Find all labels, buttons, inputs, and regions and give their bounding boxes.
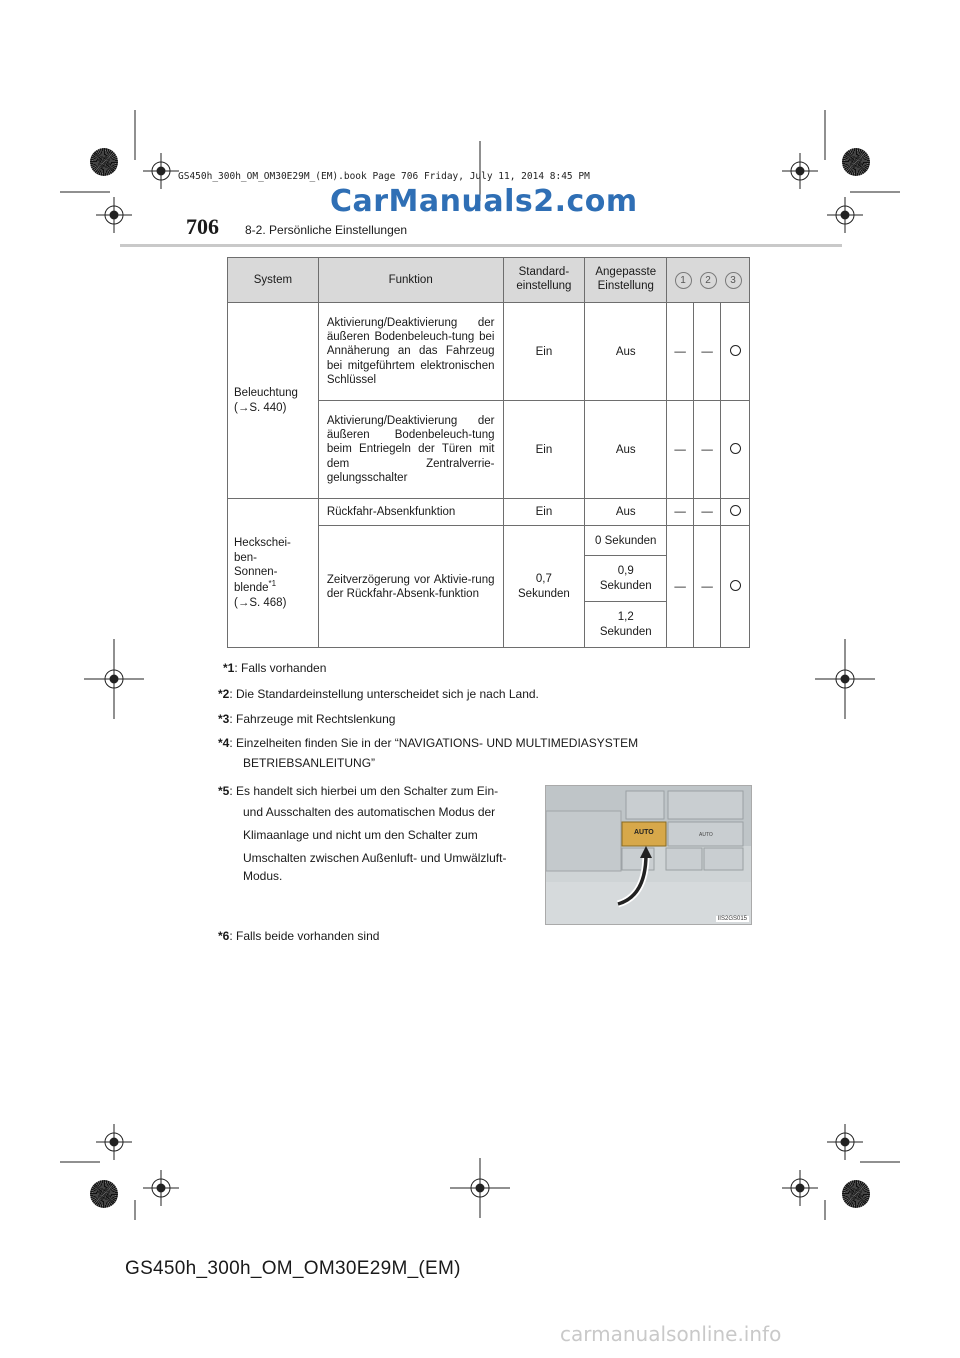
image-code: IIS2GS015 (717, 916, 747, 922)
header-variants (667, 258, 750, 303)
footnote-3 (218, 709, 395, 729)
variant-2-cell: — (694, 303, 721, 401)
footnote-5 (218, 781, 498, 801)
custom-option-cell: 0 Sekunden (585, 526, 667, 556)
function-cell: Rückfahr-Absenkfunktion (318, 499, 503, 526)
variant-2-cell: — (694, 526, 721, 648)
variant-1-cell: — (667, 303, 694, 401)
footnote-4 (218, 733, 748, 753)
variant-1-icon: 1 (675, 272, 692, 289)
footnote-1 (223, 658, 326, 678)
header-custom: Angepasste Einstellung (585, 258, 667, 303)
footnote-mark: *1 (223, 661, 235, 675)
default-cell: 0,7 Sekunden (503, 526, 585, 648)
climate-panel-illustration (546, 786, 751, 924)
footnote-mark: *5 (218, 784, 230, 798)
variant-1-cell: — (667, 526, 694, 648)
function-cell: Zeitverzögerung vor Aktivie-rung der Rückfahr-Absenk-funktion (318, 526, 503, 648)
climate-control-photo (545, 785, 752, 925)
variant-3-cell (721, 499, 750, 526)
footnote-5-line: und Ausschalten des automatischen Modus der (243, 805, 496, 819)
variant-3-icon: 3 (725, 272, 742, 289)
custom-option-cell: 0,9 Sekunden (585, 556, 667, 602)
custom-cell: Aus (585, 499, 667, 526)
header-function: Funktion (318, 258, 503, 303)
variant-3-cell (721, 303, 750, 401)
system-name: Beleuchtung (234, 387, 298, 400)
system-name-last: blende (234, 582, 269, 595)
header-rule (120, 244, 842, 247)
available-circle-icon (730, 505, 741, 516)
system-name-line: Sonnen- (234, 566, 278, 579)
footnote-text: : Falls beide vorhanden sind (229, 929, 380, 943)
system-name-line (234, 579, 314, 595)
variant-1-cell: — (667, 401, 694, 499)
system-ref: (→S. 468) (234, 596, 287, 609)
default-cell: Ein (503, 499, 585, 526)
function-cell: Aktivierung/Deaktivierung der äußeren Bodenbeleuch-tung bei Annäherung an das Fahrzeug bei mitgeführtem elektronischen Schlüssel (318, 303, 503, 401)
footnote-mark: *3 (218, 712, 230, 726)
footnote-text: : Fahrzeuge mit Rechtslenkung (229, 712, 396, 726)
footnote-2 (218, 684, 539, 704)
system-ref: (→S. 440) (234, 401, 287, 414)
available-circle-icon (730, 345, 741, 356)
variant-1-cell: — (667, 499, 694, 526)
footer-watermark: carmanualsonline.info (560, 1322, 782, 1346)
variant-2-cell: — (694, 499, 721, 526)
settings-table (227, 257, 750, 648)
footnote-5-line: Umschalten zwischen Außenluft- und Umwälzluft- (243, 851, 507, 865)
footnote-mark: *2 (218, 687, 230, 701)
footnote-ref: *1 (268, 579, 277, 589)
auto-small-label: AUTO (699, 832, 713, 838)
header-system: System (228, 258, 319, 303)
header-default: Standard- einstellung (503, 258, 585, 303)
footer-document-id: GS450h_300h_OM_OM30E29M_(EM) (125, 1258, 461, 1279)
table-header-row (228, 258, 750, 303)
function-cell: Aktivierung/Deaktivierung der äußeren Bodenbeleuch-tung beim Entriegeln der Türen mit dem Zentralverrie-gelungsschalter (318, 401, 503, 499)
default-cell: Ein (503, 401, 585, 499)
page-number: 706 (186, 214, 219, 239)
custom-cell: Aus (585, 401, 667, 499)
auto-button-label: AUTO (634, 829, 654, 836)
footnote-5-line: Modus. (243, 869, 283, 883)
available-circle-icon (730, 443, 741, 454)
footnote-text: : Es handelt sich hierbei um den Schalter zum Ein- (229, 784, 499, 798)
section-title: 8-2. Persönliche Einstellungen (245, 223, 408, 237)
footnote-5-line: Klimaanlage und nicht um den Schalter zum (243, 828, 478, 842)
footnote-mark: *4 (218, 736, 230, 750)
footnote-4-line2: BETRIEBSANLEITUNG” (243, 756, 376, 770)
custom-option-cell: 1,2 Sekunden (585, 602, 667, 648)
footnote-mark: *6 (218, 929, 230, 943)
system-cell-sunshade (228, 499, 319, 648)
variant-3-cell (721, 526, 750, 648)
table-row (228, 303, 750, 401)
table-row (228, 499, 750, 526)
variant-3-cell (721, 401, 750, 499)
available-circle-icon (730, 580, 741, 591)
footnote-text: : Einzelheiten finden Sie in der “NAVIGATIONS- UND MULTIMEDIASYSTEM (229, 736, 639, 750)
system-name-line: ben- (234, 551, 258, 564)
footnote-6 (218, 926, 379, 946)
variant-2-icon: 2 (700, 272, 717, 289)
custom-cell: Aus (585, 303, 667, 401)
footnote-text: : Falls vorhanden (234, 661, 327, 675)
print-info: GS450h_300h_OM_OM30E29M_(EM).book Page 706 Friday, July 11, 2014 8:45 PM (178, 171, 590, 182)
default-cell: Ein (503, 303, 585, 401)
system-name-line: Heckschei- (234, 537, 291, 550)
system-cell-lighting (228, 303, 319, 499)
watermark-logo: CarManuals2.com (330, 184, 638, 219)
footnote-text: : Die Standardeinstellung unterscheidet sich je nach Land. (229, 687, 539, 701)
variant-2-cell: — (694, 401, 721, 499)
